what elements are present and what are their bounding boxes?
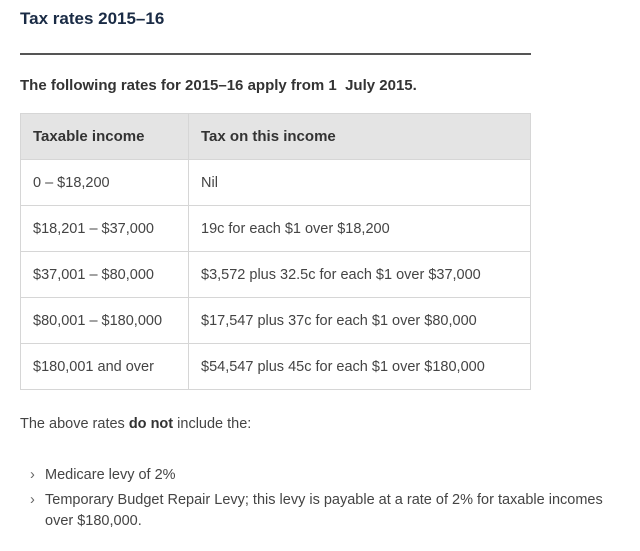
tax-amount-cell: $17,547 plus 37c for each $1 over $80,000 (189, 298, 531, 344)
intro-text: The following rates for 2015–16 apply from 1 July 2015. (20, 77, 417, 94)
tax-rates-table (20, 113, 531, 390)
table-row (21, 344, 531, 390)
table-row (21, 252, 531, 298)
taxable-income-cell: $37,001 – $80,000 (21, 252, 189, 298)
table-header-row (21, 114, 531, 160)
list-item-text: Medicare levy of 2% (45, 467, 176, 483)
table-row (21, 298, 531, 344)
table-row (21, 206, 531, 252)
page-title: Tax rates 2015–16 (20, 9, 165, 28)
note-emphasis: do not (128, 416, 174, 432)
rates-note (20, 416, 251, 432)
list-item (30, 490, 620, 532)
tax-amount-cell: 19c for each $1 over $18,200 (189, 206, 531, 252)
list-item-text: Temporary Budget Repair Levy; this levy is payable at a rate of 2% for taxable incomes over $180,000. (45, 492, 603, 529)
tax-amount-cell: $54,547 plus 45c for each $1 over $180,000 (189, 344, 531, 390)
column-header-taxable-income: Taxable income (21, 114, 189, 160)
chevron-right-icon: › (30, 467, 35, 483)
taxable-income-cell: $18,201 – $37,000 (21, 206, 189, 252)
tax-amount-cell: $3,572 plus 32.5c for each $1 over $37,000 (189, 252, 531, 298)
heading-divider (20, 53, 531, 55)
taxable-income-cell: $80,001 – $180,000 (21, 298, 189, 344)
exclusions-list (30, 465, 620, 536)
table-row (21, 160, 531, 206)
column-header-tax-on-income: Tax on this income (189, 114, 531, 160)
chevron-right-icon: › (30, 492, 35, 508)
tax-amount-cell: Nil (189, 160, 531, 206)
taxable-income-cell: 0 – $18,200 (21, 160, 189, 206)
list-item (30, 465, 620, 486)
taxable-income-cell: $180,001 and over (21, 344, 189, 390)
note-suffix: include the: (173, 416, 252, 432)
note-prefix: The above rates (20, 416, 129, 432)
